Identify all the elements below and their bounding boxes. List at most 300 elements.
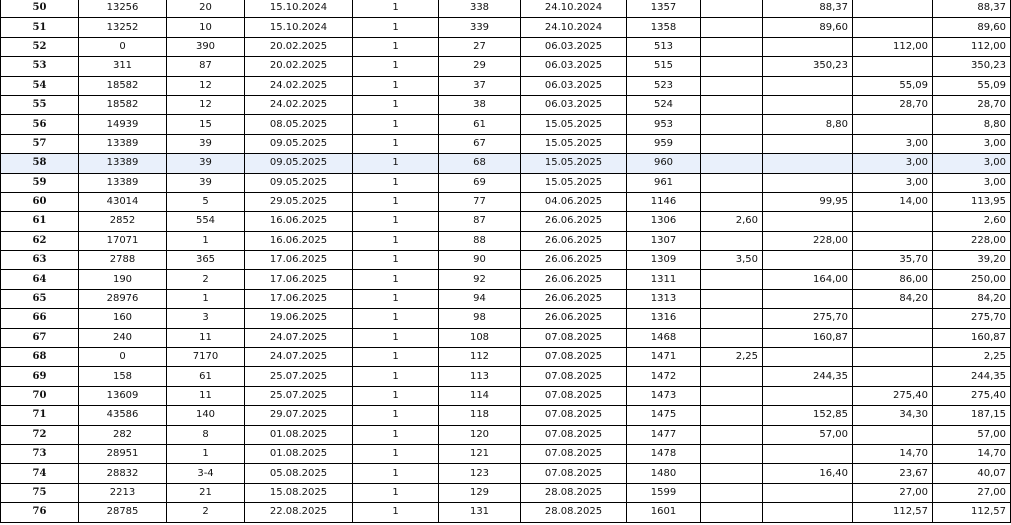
qty-cell: 1	[353, 134, 439, 153]
doc-number-cell: 2213	[79, 483, 167, 502]
doc-number-cell: 43586	[79, 406, 167, 425]
doc-date-cell: 24.02.2025	[245, 76, 353, 95]
doc-number-cell: 160	[79, 309, 167, 328]
doc-number-cell: 13256	[79, 0, 167, 18]
total-amount-cell: 3,00	[933, 173, 1011, 192]
amount-b-cell	[763, 95, 853, 114]
entry-number-cell: 1313	[627, 289, 701, 308]
total-amount-cell: 28,70	[933, 95, 1011, 114]
row-number-cell: 55	[1, 95, 79, 114]
amount-b-cell: 350,23	[763, 57, 853, 76]
total-amount-cell: 39,20	[933, 251, 1011, 270]
table-row[interactable]	[1, 95, 1011, 114]
table-row[interactable]	[1, 270, 1011, 289]
doc-date-cell: 17.06.2025	[245, 270, 353, 289]
count-cell: 15	[167, 115, 245, 134]
amount-b-cell: 164,00	[763, 270, 853, 289]
doc-number-cell: 28976	[79, 289, 167, 308]
entry-number-cell: 1306	[627, 212, 701, 231]
qty-cell: 1	[353, 95, 439, 114]
row-number-cell: 59	[1, 173, 79, 192]
total-amount-cell: 112,57	[933, 503, 1011, 522]
amount-c-cell: 23,67	[853, 464, 933, 483]
row-number-cell: 67	[1, 328, 79, 347]
doc-date-cell: 15.10.2024	[245, 18, 353, 37]
table-row[interactable]	[1, 309, 1011, 328]
row-number-cell: 62	[1, 231, 79, 250]
amount-a-cell	[701, 386, 763, 405]
total-amount-cell: 8,80	[933, 115, 1011, 134]
entry-number-cell: 1358	[627, 18, 701, 37]
count-cell: 1	[167, 289, 245, 308]
ref-number-cell: 98	[439, 309, 521, 328]
qty-cell: 1	[353, 192, 439, 211]
count-cell: 1	[167, 231, 245, 250]
doc-date-cell: 09.05.2025	[245, 134, 353, 153]
ref-date-cell: 24.10.2024	[521, 0, 627, 18]
qty-cell: 1	[353, 173, 439, 192]
total-amount-cell: 55,09	[933, 76, 1011, 95]
qty-cell: 1	[353, 309, 439, 328]
amount-a-cell	[701, 115, 763, 134]
entry-number-cell: 523	[627, 76, 701, 95]
entry-number-cell: 1316	[627, 309, 701, 328]
qty-cell: 1	[353, 348, 439, 367]
amount-c-cell: 55,09	[853, 76, 933, 95]
amount-a-cell	[701, 483, 763, 502]
row-number-cell: 74	[1, 464, 79, 483]
doc-number-cell: 2852	[79, 212, 167, 231]
ref-date-cell: 28.08.2025	[521, 483, 627, 502]
total-amount-cell: 57,00	[933, 425, 1011, 444]
count-cell: 87	[167, 57, 245, 76]
total-amount-cell: 350,23	[933, 57, 1011, 76]
doc-date-cell: 05.08.2025	[245, 464, 353, 483]
amount-c-cell: 35,70	[853, 251, 933, 270]
doc-date-cell: 08.05.2025	[245, 115, 353, 134]
amount-c-cell	[853, 231, 933, 250]
entry-number-cell: 1599	[627, 483, 701, 502]
count-cell: 21	[167, 483, 245, 502]
ref-number-cell: 108	[439, 328, 521, 347]
row-number-cell: 50	[1, 0, 79, 18]
ref-date-cell: 07.08.2025	[521, 367, 627, 386]
total-amount-cell: 3,00	[933, 134, 1011, 153]
amount-a-cell	[701, 444, 763, 463]
count-cell: 39	[167, 173, 245, 192]
ref-number-cell: 88	[439, 231, 521, 250]
doc-date-cell: 29.07.2025	[245, 406, 353, 425]
amount-a-cell	[701, 95, 763, 114]
entry-number-cell: 1146	[627, 192, 701, 211]
amount-c-cell: 14,70	[853, 444, 933, 463]
total-amount-cell: 2,25	[933, 348, 1011, 367]
amount-c-cell: 3,00	[853, 134, 933, 153]
table-row[interactable]	[1, 154, 1011, 173]
entry-number-cell: 1357	[627, 0, 701, 18]
row-number-cell: 70	[1, 386, 79, 405]
doc-date-cell: 24.02.2025	[245, 95, 353, 114]
doc-date-cell: 01.08.2025	[245, 444, 353, 463]
ref-date-cell: 15.05.2025	[521, 173, 627, 192]
amount-a-cell	[701, 231, 763, 250]
table-row[interactable]	[1, 289, 1011, 308]
ref-date-cell: 24.10.2024	[521, 18, 627, 37]
total-amount-cell: 228,00	[933, 231, 1011, 250]
qty-cell: 1	[353, 328, 439, 347]
amount-a-cell	[701, 18, 763, 37]
doc-date-cell: 20.02.2025	[245, 37, 353, 56]
table-row[interactable]	[1, 0, 1011, 18]
qty-cell: 1	[353, 270, 439, 289]
amount-c-cell	[853, 309, 933, 328]
table-body	[1, 0, 1011, 522]
amount-c-cell	[853, 328, 933, 347]
amount-b-cell: 88,37	[763, 0, 853, 18]
amount-b-cell	[763, 76, 853, 95]
total-amount-cell: 3,00	[933, 154, 1011, 173]
total-amount-cell: 89,60	[933, 18, 1011, 37]
entry-number-cell: 1478	[627, 444, 701, 463]
entry-number-cell: 960	[627, 154, 701, 173]
qty-cell: 1	[353, 231, 439, 250]
ref-number-cell: 92	[439, 270, 521, 289]
entry-number-cell: 1307	[627, 231, 701, 250]
row-number-cell: 65	[1, 289, 79, 308]
qty-cell: 1	[353, 444, 439, 463]
table-row[interactable]	[1, 251, 1011, 270]
count-cell: 10	[167, 18, 245, 37]
doc-date-cell: 24.07.2025	[245, 328, 353, 347]
doc-date-cell: 24.07.2025	[245, 348, 353, 367]
total-amount-cell: 14,70	[933, 444, 1011, 463]
table-row[interactable]	[1, 57, 1011, 76]
qty-cell: 1	[353, 18, 439, 37]
total-amount-cell: 160,87	[933, 328, 1011, 347]
amount-c-cell	[853, 348, 933, 367]
amount-b-cell	[763, 37, 853, 56]
amount-c-cell: 275,40	[853, 386, 933, 405]
amount-c-cell: 3,00	[853, 173, 933, 192]
amount-c-cell: 112,57	[853, 503, 933, 522]
row-number-cell: 66	[1, 309, 79, 328]
doc-date-cell: 20.02.2025	[245, 57, 353, 76]
amount-c-cell	[853, 212, 933, 231]
doc-number-cell: 13389	[79, 154, 167, 173]
count-cell: 20	[167, 0, 245, 18]
ref-number-cell: 37	[439, 76, 521, 95]
ref-number-cell: 113	[439, 367, 521, 386]
ref-number-cell: 61	[439, 115, 521, 134]
row-number-cell: 51	[1, 18, 79, 37]
amount-a-cell	[701, 173, 763, 192]
count-cell: 3	[167, 309, 245, 328]
doc-date-cell: 16.06.2025	[245, 231, 353, 250]
count-cell: 7170	[167, 348, 245, 367]
amount-b-cell: 57,00	[763, 425, 853, 444]
qty-cell: 1	[353, 115, 439, 134]
ref-date-cell: 04.06.2025	[521, 192, 627, 211]
doc-number-cell: 190	[79, 270, 167, 289]
amount-b-cell	[763, 154, 853, 173]
amount-b-cell	[763, 212, 853, 231]
qty-cell: 1	[353, 76, 439, 95]
row-number-cell: 53	[1, 57, 79, 76]
row-number-cell: 52	[1, 37, 79, 56]
table-row[interactable]	[1, 503, 1011, 522]
entry-number-cell: 1468	[627, 328, 701, 347]
ref-date-cell: 26.06.2025	[521, 289, 627, 308]
table-row[interactable]	[1, 37, 1011, 56]
amount-c-cell: 112,00	[853, 37, 933, 56]
table-row[interactable]	[1, 483, 1011, 502]
entry-number-cell: 1473	[627, 386, 701, 405]
count-cell: 8	[167, 425, 245, 444]
amount-a-cell	[701, 503, 763, 522]
row-number-cell: 58	[1, 154, 79, 173]
ref-number-cell: 94	[439, 289, 521, 308]
total-amount-cell: 275,70	[933, 309, 1011, 328]
doc-number-cell: 311	[79, 57, 167, 76]
ref-date-cell: 15.05.2025	[521, 154, 627, 173]
doc-date-cell: 25.07.2025	[245, 386, 353, 405]
doc-date-cell: 09.05.2025	[245, 154, 353, 173]
amount-c-cell: 14,00	[853, 192, 933, 211]
ref-number-cell: 112	[439, 348, 521, 367]
doc-date-cell: 19.06.2025	[245, 309, 353, 328]
doc-number-cell: 13252	[79, 18, 167, 37]
amount-a-cell	[701, 425, 763, 444]
entry-number-cell: 1477	[627, 425, 701, 444]
ref-number-cell: 131	[439, 503, 521, 522]
total-amount-cell: 88,37	[933, 0, 1011, 18]
count-cell: 12	[167, 76, 245, 95]
entry-number-cell: 1472	[627, 367, 701, 386]
amount-c-cell	[853, 0, 933, 18]
amount-c-cell: 84,20	[853, 289, 933, 308]
amount-c-cell: 27,00	[853, 483, 933, 502]
amount-b-cell	[763, 134, 853, 153]
amount-a-cell	[701, 134, 763, 153]
count-cell: 2	[167, 503, 245, 522]
ref-number-cell: 120	[439, 425, 521, 444]
table-row[interactable]	[1, 212, 1011, 231]
ref-date-cell: 06.03.2025	[521, 95, 627, 114]
qty-cell: 1	[353, 0, 439, 18]
ref-date-cell: 07.08.2025	[521, 348, 627, 367]
amount-b-cell	[763, 173, 853, 192]
doc-date-cell: 16.06.2025	[245, 212, 353, 231]
doc-number-cell: 13389	[79, 173, 167, 192]
count-cell: 39	[167, 154, 245, 173]
row-number-cell: 73	[1, 444, 79, 463]
amount-c-cell: 3,00	[853, 154, 933, 173]
table-row[interactable]	[1, 464, 1011, 483]
amount-a-cell	[701, 464, 763, 483]
table-row[interactable]	[1, 173, 1011, 192]
amount-a-cell	[701, 57, 763, 76]
table-row[interactable]	[1, 444, 1011, 463]
count-cell: 3-4	[167, 464, 245, 483]
total-amount-cell: 275,40	[933, 386, 1011, 405]
qty-cell: 1	[353, 367, 439, 386]
qty-cell: 1	[353, 251, 439, 270]
entry-number-cell: 961	[627, 173, 701, 192]
count-cell: 1	[167, 444, 245, 463]
table-row[interactable]	[1, 18, 1011, 37]
count-cell: 554	[167, 212, 245, 231]
amount-b-cell	[763, 483, 853, 502]
doc-number-cell: 28832	[79, 464, 167, 483]
doc-date-cell: 17.06.2025	[245, 251, 353, 270]
row-number-cell: 57	[1, 134, 79, 153]
ref-date-cell: 07.08.2025	[521, 464, 627, 483]
ref-number-cell: 339	[439, 18, 521, 37]
amount-a-cell	[701, 76, 763, 95]
total-amount-cell: 113,95	[933, 192, 1011, 211]
ref-number-cell: 29	[439, 57, 521, 76]
amount-b-cell: 228,00	[763, 231, 853, 250]
table-row[interactable]	[1, 386, 1011, 405]
doc-date-cell: 22.08.2025	[245, 503, 353, 522]
ref-date-cell: 26.06.2025	[521, 270, 627, 289]
doc-number-cell: 13609	[79, 386, 167, 405]
count-cell: 140	[167, 406, 245, 425]
entry-number-cell: 953	[627, 115, 701, 134]
ref-number-cell: 338	[439, 0, 521, 18]
table-row[interactable]	[1, 76, 1011, 95]
amount-c-cell: 28,70	[853, 95, 933, 114]
doc-date-cell: 17.06.2025	[245, 289, 353, 308]
row-number-cell: 64	[1, 270, 79, 289]
ref-number-cell: 114	[439, 386, 521, 405]
amount-c-cell	[853, 115, 933, 134]
amount-b-cell: 152,85	[763, 406, 853, 425]
table-row[interactable]	[1, 425, 1011, 444]
table-row[interactable]	[1, 328, 1011, 347]
doc-number-cell: 18582	[79, 95, 167, 114]
amount-c-cell: 34,30	[853, 406, 933, 425]
ref-number-cell: 67	[439, 134, 521, 153]
amount-b-cell	[763, 503, 853, 522]
doc-date-cell: 09.05.2025	[245, 173, 353, 192]
total-amount-cell: 2,60	[933, 212, 1011, 231]
entry-number-cell: 513	[627, 37, 701, 56]
entry-number-cell: 1475	[627, 406, 701, 425]
doc-number-cell: 17071	[79, 231, 167, 250]
qty-cell: 1	[353, 212, 439, 231]
ref-date-cell: 06.03.2025	[521, 37, 627, 56]
count-cell: 390	[167, 37, 245, 56]
ref-number-cell: 118	[439, 406, 521, 425]
ref-number-cell: 38	[439, 95, 521, 114]
amount-b-cell: 99,95	[763, 192, 853, 211]
row-number-cell: 63	[1, 251, 79, 270]
amount-b-cell	[763, 251, 853, 270]
ref-date-cell: 15.05.2025	[521, 115, 627, 134]
ref-date-cell: 26.06.2025	[521, 309, 627, 328]
doc-number-cell: 43014	[79, 192, 167, 211]
ref-number-cell: 123	[439, 464, 521, 483]
count-cell: 11	[167, 386, 245, 405]
table-row[interactable]	[1, 367, 1011, 386]
doc-date-cell: 15.08.2025	[245, 483, 353, 502]
amount-a-cell	[701, 328, 763, 347]
row-number-cell: 72	[1, 425, 79, 444]
amount-b-cell: 16,40	[763, 464, 853, 483]
ref-number-cell: 69	[439, 173, 521, 192]
ref-date-cell: 06.03.2025	[521, 76, 627, 95]
amount-a-cell	[701, 192, 763, 211]
row-number-cell: 76	[1, 503, 79, 522]
doc-date-cell: 15.10.2024	[245, 0, 353, 18]
entry-number-cell: 1309	[627, 251, 701, 270]
doc-number-cell: 2788	[79, 251, 167, 270]
ref-date-cell: 06.03.2025	[521, 57, 627, 76]
doc-number-cell: 13389	[79, 134, 167, 153]
table-row[interactable]	[1, 115, 1011, 134]
amount-c-cell: 86,00	[853, 270, 933, 289]
row-number-cell: 56	[1, 115, 79, 134]
count-cell: 365	[167, 251, 245, 270]
amount-b-cell	[763, 289, 853, 308]
amount-c-cell	[853, 18, 933, 37]
entry-number-cell: 524	[627, 95, 701, 114]
doc-date-cell: 01.08.2025	[245, 425, 353, 444]
entry-number-cell: 959	[627, 134, 701, 153]
ref-date-cell: 07.08.2025	[521, 425, 627, 444]
amount-a-cell: 3,50	[701, 251, 763, 270]
table-row[interactable]	[1, 348, 1011, 367]
doc-number-cell: 18582	[79, 76, 167, 95]
ref-date-cell: 07.08.2025	[521, 386, 627, 405]
ref-number-cell: 90	[439, 251, 521, 270]
qty-cell: 1	[353, 503, 439, 522]
amount-b-cell: 275,70	[763, 309, 853, 328]
doc-number-cell: 28951	[79, 444, 167, 463]
ref-date-cell: 26.06.2025	[521, 231, 627, 250]
count-cell: 11	[167, 328, 245, 347]
qty-cell: 1	[353, 483, 439, 502]
amount-c-cell	[853, 425, 933, 444]
doc-number-cell: 240	[79, 328, 167, 347]
table-row[interactable]	[1, 192, 1011, 211]
total-amount-cell: 112,00	[933, 37, 1011, 56]
amount-a-cell	[701, 0, 763, 18]
count-cell: 2	[167, 270, 245, 289]
amount-a-cell: 2,60	[701, 212, 763, 231]
qty-cell: 1	[353, 154, 439, 173]
amount-a-cell	[701, 289, 763, 308]
table-row[interactable]	[1, 231, 1011, 250]
row-number-cell: 75	[1, 483, 79, 502]
doc-number-cell: 158	[79, 367, 167, 386]
ref-number-cell: 27	[439, 37, 521, 56]
amount-b-cell	[763, 348, 853, 367]
amount-a-cell	[701, 309, 763, 328]
amount-a-cell	[701, 37, 763, 56]
doc-number-cell: 14939	[79, 115, 167, 134]
table-row[interactable]	[1, 406, 1011, 425]
amount-c-cell	[853, 57, 933, 76]
qty-cell: 1	[353, 464, 439, 483]
row-number-cell: 69	[1, 367, 79, 386]
qty-cell: 1	[353, 425, 439, 444]
total-amount-cell: 244,35	[933, 367, 1011, 386]
amount-b-cell: 8,80	[763, 115, 853, 134]
entry-number-cell: 1311	[627, 270, 701, 289]
table-row[interactable]	[1, 134, 1011, 153]
